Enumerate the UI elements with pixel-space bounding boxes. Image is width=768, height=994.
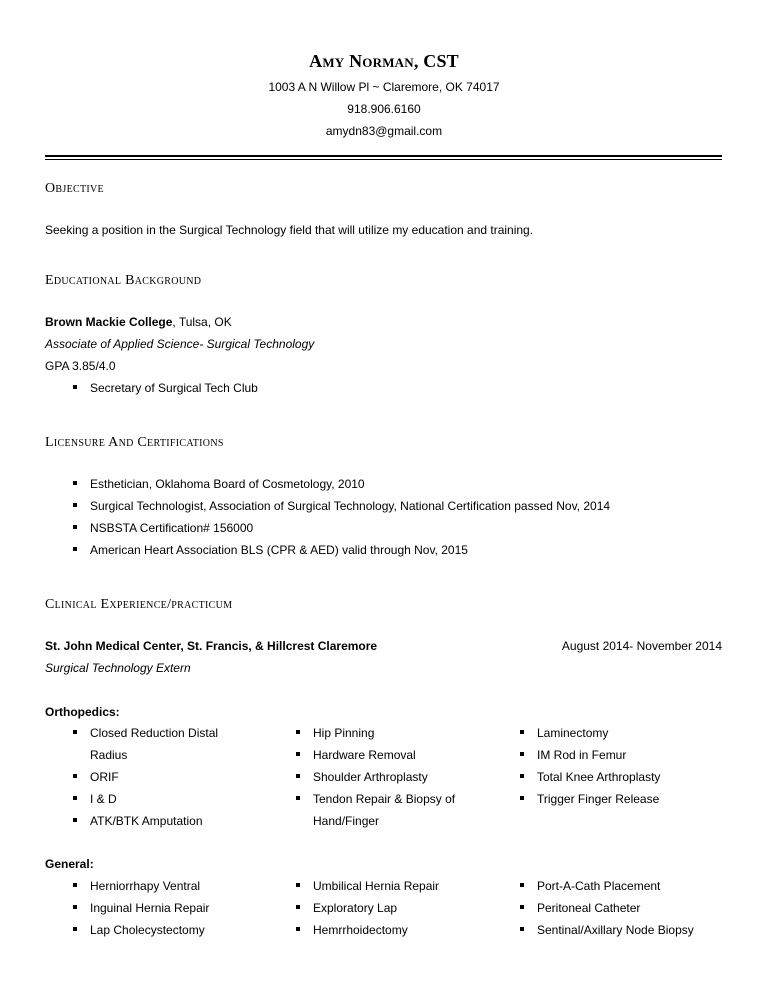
procedure-item: ATK/BTK Amputation — [90, 814, 203, 828]
bullet-icon — [520, 774, 524, 778]
bullet-icon — [296, 883, 300, 887]
bullet-icon — [73, 503, 77, 507]
bullet-icon — [73, 883, 77, 887]
bullet-icon — [520, 752, 524, 756]
procedure-item: Tendon Repair & Biopsy of — [313, 792, 456, 806]
procedure-item: ORIF — [90, 770, 119, 784]
objective-heading: Objective — [45, 181, 104, 196]
header-divider-top — [45, 155, 722, 157]
procedure-item: Hardware Removal — [313, 748, 416, 762]
bullet-icon — [73, 730, 77, 734]
school-line — [45, 315, 232, 329]
bullet-icon — [73, 774, 77, 778]
bullet-icon — [73, 818, 77, 822]
procedure-item: IM Rod in Femur — [537, 748, 627, 762]
address-line: 1003 A N Willow Pl ~ Claremore, OK 74017 — [268, 80, 500, 94]
bullet-icon — [73, 385, 77, 389]
employer: St. John Medical Center, St. Francis, & Hillcrest Claremore — [45, 639, 378, 653]
bullet-icon — [73, 481, 77, 485]
phone-line: 918.906.6160 — [347, 102, 421, 116]
bullet-icon — [296, 905, 300, 909]
bullet-icon — [296, 927, 300, 931]
procedure-item: Lap Cholecystectomy — [90, 923, 205, 937]
bullet-icon — [520, 905, 524, 909]
procedure-item-continued: Radius — [90, 748, 128, 762]
licensure-heading: Licensure And Certifications — [45, 435, 224, 450]
bullet-icon — [520, 927, 524, 931]
bullet-icon — [296, 730, 300, 734]
bullet-icon — [296, 774, 300, 778]
bullet-icon — [520, 883, 524, 887]
education-item: Secretary of Surgical Tech Club — [90, 381, 258, 395]
bullet-icon — [296, 752, 300, 756]
procedure-item: Total Knee Arthroplasty — [537, 770, 661, 784]
bullet-icon — [296, 796, 300, 800]
procedure-item: Peritoneal Catheter — [537, 901, 641, 915]
license-item: Surgical Technologist, Association of Surgical Technology, National Certification passed Nov, 2014 — [90, 499, 611, 513]
candidate-name: Amy Norman, CST — [309, 51, 459, 71]
procedure-item: Hemrrhoidectomy — [313, 923, 408, 937]
procedure-item: Closed Reduction Distal — [90, 726, 219, 740]
procedure-item: Port-A-Cath Placement — [537, 879, 661, 893]
procedure-item: Trigger Finger Release — [537, 792, 660, 806]
procedure-item: Herniorrhapy Ventral — [90, 879, 201, 893]
bullet-icon — [73, 547, 77, 551]
procedure-item-continued: Hand/Finger — [313, 814, 380, 828]
gpa: GPA 3.85/4.0 — [45, 359, 116, 373]
orthopedics-label: Orthopedics: — [45, 705, 120, 719]
clinical-heading: Clinical Experience/practicum — [45, 597, 233, 612]
bullet-icon — [73, 796, 77, 800]
school-location: , Tulsa, OK — [172, 315, 232, 329]
license-item: American Heart Association BLS (CPR & AED) valid through Nov, 2015 — [90, 543, 468, 557]
employment-dates: August 2014- November 2014 — [561, 639, 722, 653]
procedure-item: Shoulder Arthroplasty — [313, 770, 428, 784]
license-item: Esthetician, Oklahoma Board of Cosmetology, 2010 — [90, 477, 365, 491]
general-label: General: — [45, 857, 94, 871]
bullet-icon — [520, 796, 524, 800]
job-role: Surgical Technology Extern — [45, 661, 191, 675]
procedure-item: Laminectomy — [537, 726, 609, 740]
procedure-item: Inguinal Hernia Repair — [90, 901, 210, 915]
license-item: NSBSTA Certification# 156000 — [90, 521, 254, 535]
email-line: amydn83@gmail.com — [325, 124, 443, 138]
bullet-icon — [520, 730, 524, 734]
bullet-icon — [73, 927, 77, 931]
education-heading: Educational Background — [45, 273, 202, 288]
bullet-icon — [73, 525, 77, 529]
procedure-item: Hip Pinning — [313, 726, 375, 740]
procedure-item: Sentinal/Axillary Node Biopsy — [537, 923, 694, 937]
objective-text: Seeking a position in the Surgical Technology field that will utilize my education and training. — [45, 223, 534, 237]
procedure-item: Exploratory Lap — [313, 901, 398, 915]
bullet-icon — [73, 905, 77, 909]
header-divider-bottom — [45, 159, 722, 160]
school-name: Brown Mackie College — [45, 315, 173, 329]
procedure-item: I & D — [90, 792, 117, 806]
procedure-item: Umbilical Hernia Repair — [313, 879, 440, 893]
degree: Associate of Applied Science- Surgical Technology — [45, 337, 315, 351]
